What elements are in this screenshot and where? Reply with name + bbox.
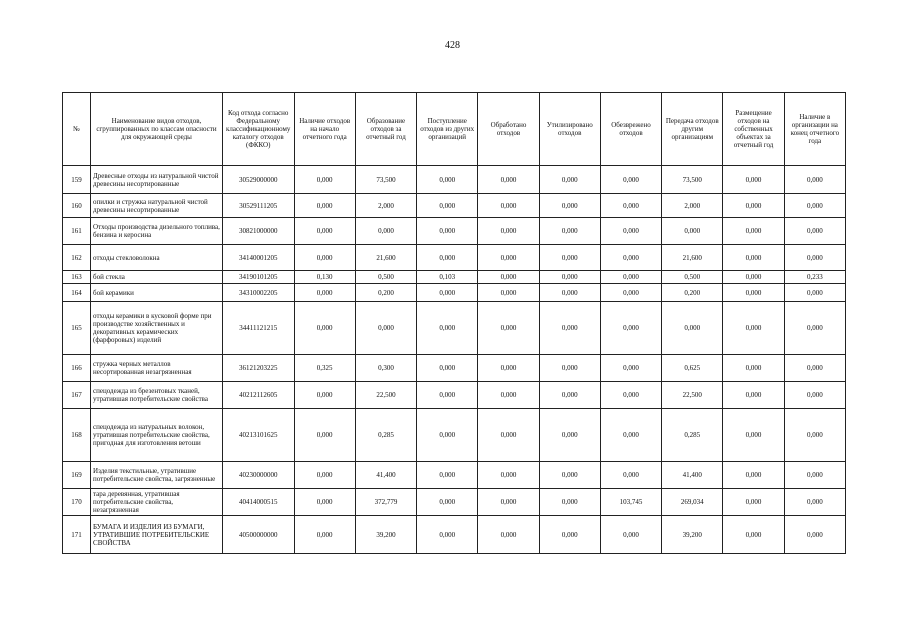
table-cell: 34411121215 [222,302,294,355]
table-cell: спецодежда из брезентовых тканей, утратившая потребительские свойства [91,382,223,409]
table-cell: 21,600 [355,245,416,271]
table-cell: 165 [63,302,91,355]
column-header: Образование отходов за отчетный год [355,93,416,166]
table-row [63,409,846,462]
waste-table [62,92,846,554]
table-cell: 0,000 [723,462,784,489]
table-cell: 0,000 [539,218,600,245]
column-header: № [63,93,91,166]
table-cell: 0,000 [600,355,661,382]
table-cell: 0,000 [478,194,539,218]
column-header: Наименование видов отходов, сгруппированных по классам опасности для окружающей среды [91,93,223,166]
table-cell: 39,200 [355,516,416,554]
column-header: Наличие в организации на конец отчетного года [784,93,845,166]
table-cell: опилки и стружка натуральной чистой древесины несортированные [91,194,223,218]
table-cell: Древесные отходы из натуральной чистой древесины несортированные [91,166,223,194]
table-cell: 103,745 [600,489,661,516]
table-cell: 167 [63,382,91,409]
table-cell: 0,000 [784,245,845,271]
table-cell: 0,000 [539,166,600,194]
table-cell: 0,000 [784,218,845,245]
table-cell: 40500000000 [222,516,294,554]
table-cell: 0,000 [478,166,539,194]
table-cell: 159 [63,166,91,194]
table-cell: 30821000000 [222,218,294,245]
table-cell: 0,000 [417,516,478,554]
table-cell: 0,000 [723,271,784,284]
table-cell: 0,625 [662,355,723,382]
table-cell: 0,000 [723,245,784,271]
column-header: Код отхода согласно Федеральному классификационному каталогу отходов (ФККО) [222,93,294,166]
table-cell: 0,000 [784,302,845,355]
table-cell: 0,285 [662,409,723,462]
table-cell: 0,000 [662,218,723,245]
table-cell: 0,000 [478,302,539,355]
table-cell: 0,000 [723,382,784,409]
table-cell: 41,400 [662,462,723,489]
table-cell: 0,000 [478,382,539,409]
table-cell: 73,500 [355,166,416,194]
table-cell: 0,000 [600,194,661,218]
table-cell: отходы керамики в кусковой форме при производстве хозяйственных и декоративных керамических (фарфоровых) изделий [91,302,223,355]
table-cell: 0,000 [417,409,478,462]
table-cell: 0,000 [600,409,661,462]
table-cell: 0,000 [417,382,478,409]
table-cell: отходы стекловолокна [91,245,223,271]
table-cell: 0,000 [294,462,355,489]
table-row [63,302,846,355]
table-cell: 0,000 [784,409,845,462]
table-row [63,271,846,284]
table-cell: 0,200 [355,284,416,302]
table-cell: 0,000 [417,166,478,194]
table-row [63,284,846,302]
table-cell: 0,000 [600,462,661,489]
table-cell: 0,500 [355,271,416,284]
table-cell: 36121203225 [222,355,294,382]
table-cell: 40213101625 [222,409,294,462]
table-cell: 0,000 [723,302,784,355]
table-cell: 0,000 [539,355,600,382]
table-cell: 22,500 [662,382,723,409]
table-cell: 34190101205 [222,271,294,284]
table-cell: 0,000 [417,284,478,302]
table-cell: 2,000 [355,194,416,218]
column-header: Наличие отходов на начало отчетного года [294,93,355,166]
table-cell: 0,000 [784,194,845,218]
table-cell: 0,000 [784,166,845,194]
table-row [63,489,846,516]
table-cell: 0,130 [294,271,355,284]
table-cell: 34310002205 [222,284,294,302]
table-cell: 0,000 [355,218,416,245]
table-cell: 0,000 [784,382,845,409]
table-body [63,166,846,554]
page-number: 428 [445,40,460,51]
table-cell: 40414000515 [222,489,294,516]
table-cell: Изделия текстильные, утратившие потребительские свойства, загрязненные [91,462,223,489]
table-cell: 0,000 [723,409,784,462]
table-cell: 0,200 [662,284,723,302]
table-cell: 0,285 [355,409,416,462]
table-cell: 0,000 [294,166,355,194]
table-cell: 30529111205 [222,194,294,218]
table-cell: 2,000 [662,194,723,218]
table-cell: 0,000 [539,245,600,271]
table-cell: 0,000 [539,489,600,516]
table-cell: 0,000 [539,271,600,284]
table-cell: 0,000 [294,284,355,302]
table-row [63,245,846,271]
table-cell: 162 [63,245,91,271]
table-cell: 0,000 [417,245,478,271]
table-cell: 0,000 [294,489,355,516]
table-row [63,382,846,409]
table-cell: 168 [63,409,91,462]
table-cell: 161 [63,218,91,245]
table-cell: 0,000 [478,355,539,382]
table-cell: 0,500 [662,271,723,284]
column-header: Размещение отходов на собственных объектах за отчетный год [723,93,784,166]
table-cell: 0,325 [294,355,355,382]
table-cell: 0,000 [600,166,661,194]
table-cell: тара деревянная, утратившая потребительские свойства, незагрязненная [91,489,223,516]
table-cell: 0,000 [723,284,784,302]
table-cell: 0,000 [417,489,478,516]
table-cell: 0,000 [478,489,539,516]
table-cell: 0,000 [539,284,600,302]
table-cell: 0,000 [784,489,845,516]
table-cell: 269,034 [662,489,723,516]
table-cell: 0,000 [417,302,478,355]
table-cell: 0,103 [417,271,478,284]
table-cell: 166 [63,355,91,382]
table-cell: 164 [63,284,91,302]
table-cell: 0,000 [539,302,600,355]
table-cell: 0,000 [784,284,845,302]
table-cell: 0,000 [294,245,355,271]
table-cell: 0,000 [600,516,661,554]
column-header: Утилизировано отходов [539,93,600,166]
table-cell: 0,000 [784,462,845,489]
table-cell: 0,000 [294,218,355,245]
table-cell: 0,000 [294,302,355,355]
table-row [63,166,846,194]
table-cell: 0,000 [539,516,600,554]
table-cell: 40212112605 [222,382,294,409]
table-cell: 21,600 [662,245,723,271]
table-cell: 0,000 [723,516,784,554]
table-cell: 73,500 [662,166,723,194]
column-header: Поступление отходов из других организаций [417,93,478,166]
table-cell: 0,000 [600,245,661,271]
table-cell: 0,000 [417,194,478,218]
table-cell: 0,000 [478,462,539,489]
table-row [63,516,846,554]
table-cell: 169 [63,462,91,489]
table-cell: 0,000 [417,218,478,245]
table-row [63,355,846,382]
table-cell: 0,000 [478,245,539,271]
table-cell: 0,000 [539,382,600,409]
table-cell: 0,000 [478,284,539,302]
table-cell: 0,000 [478,516,539,554]
table-cell: 0,000 [600,302,661,355]
table-cell: 0,300 [355,355,416,382]
table-cell: 22,500 [355,382,416,409]
table-cell: 0,000 [723,489,784,516]
table-cell: 171 [63,516,91,554]
table-cell: 0,000 [600,218,661,245]
table-cell: 0,000 [600,284,661,302]
table-cell: 0,000 [784,355,845,382]
table-cell: Отходы производства дизельного топлива, бензина и керосина [91,218,223,245]
table-cell: 0,000 [294,194,355,218]
table-cell: 0,000 [355,302,416,355]
table-cell: 0,000 [539,462,600,489]
table-cell: 160 [63,194,91,218]
header-row [63,93,846,166]
table-cell: 0,000 [417,462,478,489]
table-cell: 0,000 [478,271,539,284]
table-cell: 0,000 [784,516,845,554]
table-cell: 372,779 [355,489,416,516]
table-cell: 0,000 [600,382,661,409]
table-row [63,462,846,489]
table-cell: стружка черных металлов несортированная незагрязненная [91,355,223,382]
table-cell: 170 [63,489,91,516]
table-cell: 0,000 [478,409,539,462]
table-row [63,218,846,245]
table-cell: 0,000 [294,409,355,462]
column-header: Передача отходов другим организациям [662,93,723,166]
table-cell: спецодежда из натуральных волокон, утратившая потребительские свойства, пригодная для изготовления ветоши [91,409,223,462]
table-cell: 0,000 [539,409,600,462]
table-cell: 41,400 [355,462,416,489]
table-cell: 0,000 [294,516,355,554]
table-cell: 0,000 [417,355,478,382]
table-cell: БУМАГА И ИЗДЕЛИЯ ИЗ БУМАГИ, УТРАТИВШИЕ ПОТРЕБИТЕЛЬСКИЕ СВОЙСТВА [91,516,223,554]
table-cell: 0,000 [294,382,355,409]
table-cell: 40230000000 [222,462,294,489]
table-cell: 39,200 [662,516,723,554]
table-cell: 0,000 [723,355,784,382]
table-cell: 163 [63,271,91,284]
table-cell: бой стекла [91,271,223,284]
table-cell: 0,000 [539,194,600,218]
table-cell: 0,000 [723,194,784,218]
table-cell: 0,000 [723,166,784,194]
column-header: Обезврежено отходов [600,93,661,166]
table-cell: 30529000000 [222,166,294,194]
table-cell: 0,000 [662,302,723,355]
table-cell: 0,000 [600,271,661,284]
table-cell: бой керамики [91,284,223,302]
table-row [63,194,846,218]
table-cell: 34140001205 [222,245,294,271]
table-cell: 0,000 [723,218,784,245]
column-header: Обработано отходов [478,93,539,166]
table-cell: 0,000 [478,218,539,245]
table-cell: 0,233 [784,271,845,284]
